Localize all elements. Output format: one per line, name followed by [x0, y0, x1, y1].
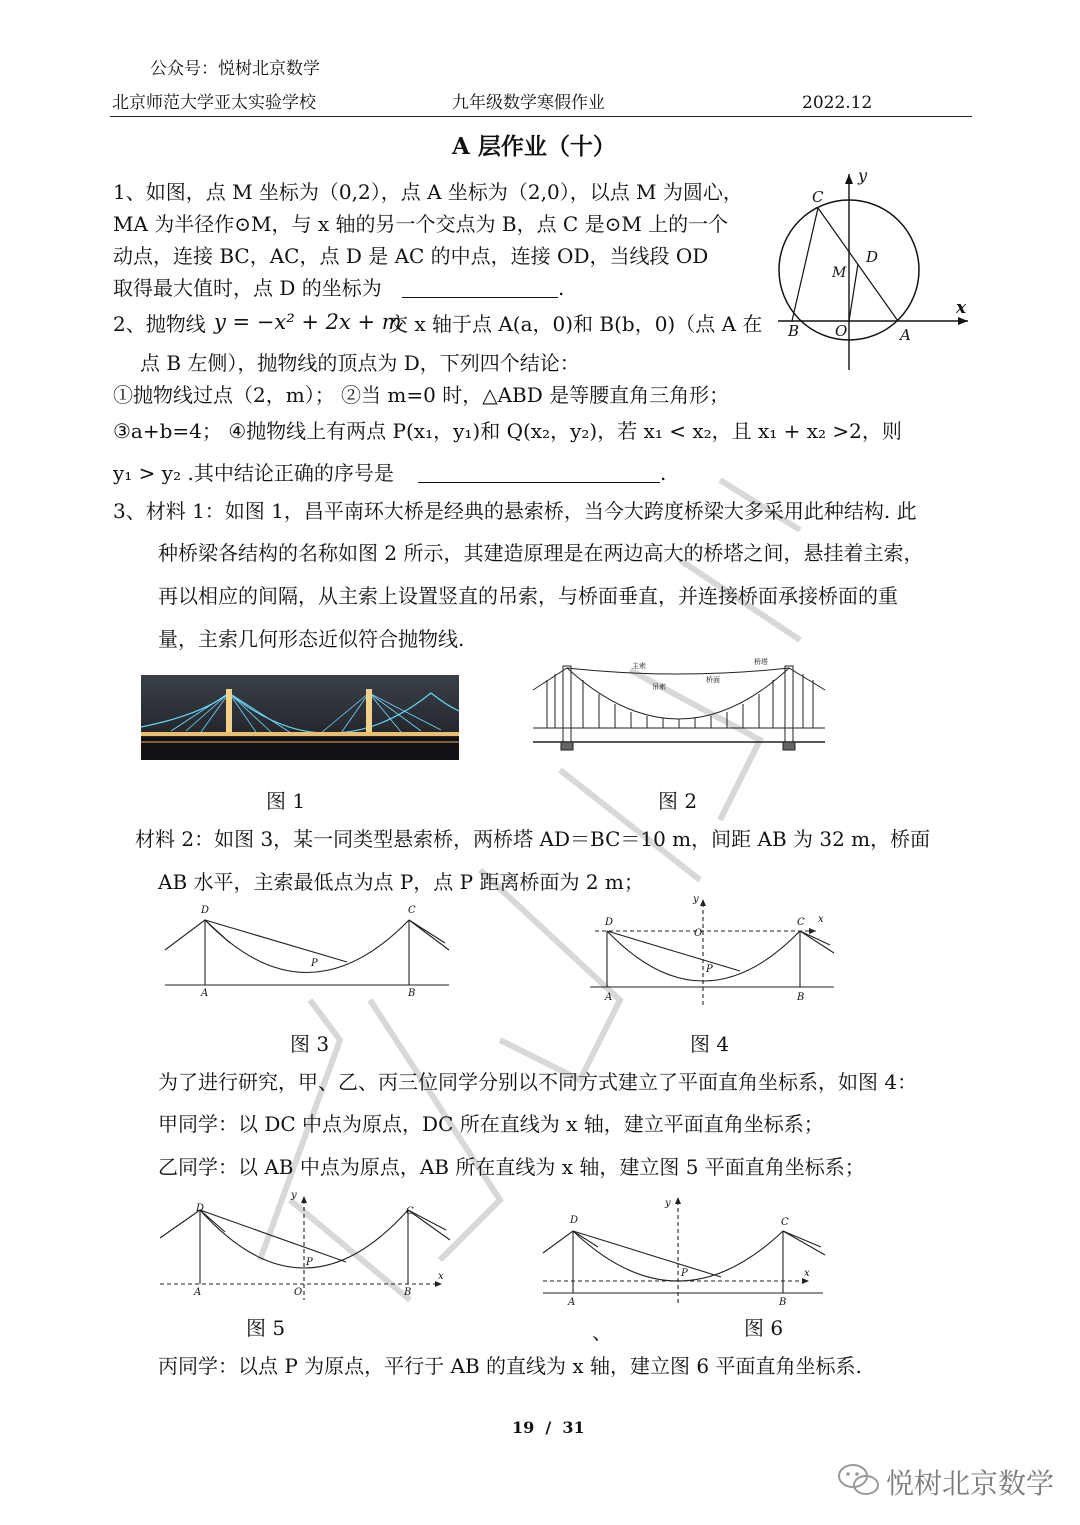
fig5-label-x: x [438, 1271, 444, 1282]
account-name: 公众号：悦树北京数学 [150, 59, 320, 79]
fig5-label-o: O [294, 1287, 303, 1298]
footer-brand: 悦树北京数学 [886, 1467, 1055, 1500]
fig6-label-d: D [570, 1215, 579, 1226]
fig4-label-c: C [797, 917, 805, 928]
q1-label-c: C [812, 188, 824, 206]
q2-equation: y = −x² + 2x + m [214, 310, 402, 334]
fig5-label-p: P [306, 1257, 313, 1268]
research-line-2: 甲同学：以 DC 中点为原点，DC 所在直线为 x 轴，建立平面直角坐标系； [158, 1112, 824, 1136]
fig3-label-d: D [201, 905, 210, 916]
fig2-label-deck: 桥面 [706, 676, 720, 684]
q1-label-x: x [956, 298, 967, 318]
fig2-label-hanger: 吊索 [652, 683, 666, 691]
school-name: 北京师范大学亚太实验学校 [112, 93, 316, 113]
fig4-label-d: D [605, 917, 614, 928]
bing-line: 丙同学：以点 P 为原点，平行于 AB 的直线为 x 轴，建立图 6 平面直角坐标系. [158, 1354, 862, 1378]
fig5-label-a: A [194, 1287, 202, 1298]
fig6-diagram [543, 1195, 833, 1305]
fig6-label-x: x [804, 1268, 810, 1279]
q2-answer-blank [418, 482, 660, 483]
fig6-label-a: A [568, 1297, 576, 1308]
q2-line-2: 点 B 左侧），抛物线的顶点为 D，下列四个结论： [140, 351, 580, 375]
subject-name: 九年级数学寒假作业 [452, 93, 605, 113]
q1-label-b: B [788, 322, 800, 340]
fig3-label-a: A [201, 988, 209, 999]
fig2-label-main-cable: 主索 [632, 662, 646, 670]
q1-label-d: D [866, 248, 879, 266]
fig6-label-y: y [665, 1198, 671, 1209]
fig5-label-b: B [404, 1287, 412, 1298]
fig2-label-tower: 桥塔 [754, 658, 768, 666]
fig4-caption: 图 4 [690, 1032, 730, 1056]
fig4-label-a: A [605, 992, 613, 1003]
fig6-caption: 图 6 [744, 1316, 784, 1340]
page-number: 19 / 31 [512, 1418, 585, 1437]
fig4-label-o: O [694, 928, 703, 939]
fig4-label-x: x [818, 914, 824, 925]
q2-line-5: y₁ > y₂ .其中结论正确的序号是 [113, 461, 394, 485]
q1-label-m: M [832, 265, 847, 281]
q1-line-1: 1、如图，点 M 坐标为（0,2），点 A 坐标为（2,0），以点 M 为圆心， [113, 180, 743, 204]
q1-line-4: 取得最大值时，点 D 的坐标为 [113, 276, 382, 300]
q1-line-2: MA 为半径作⊙M，与 x 轴的另一个交点为 B，点 C 是⊙M 上的一个 [113, 212, 729, 236]
fig6-label-c: C [781, 1217, 789, 1228]
q1-label-o: O [835, 322, 848, 340]
fig3-label-c: C [408, 905, 416, 916]
q1-label-y: y [858, 166, 868, 185]
header-rule [110, 116, 972, 117]
q2-line-1b: 交 x 轴于点 A(a，0)和 B(b，0)（点 A 在 [388, 312, 763, 336]
q3-line-4: 量，主索几何形态近似符合抛物线. [158, 627, 465, 651]
fig1-caption: 图 1 [266, 789, 306, 813]
fig3-label-b: B [408, 988, 416, 999]
fig5-label-c: C [406, 1206, 414, 1217]
fig4-label-y: y [693, 894, 699, 905]
bridge-structure-figure [533, 660, 825, 754]
q1-line-3: 动点，连接 BC，AC，点 D 是 AC 的中点，连接 OD，当线段 OD [113, 244, 709, 268]
bridge-photo [141, 675, 459, 760]
q2-end: . [660, 461, 667, 485]
q2-line-4: ③a+b=4； ④抛物线上有两点 P(x₁，y₁)和 Q(x₂，y₂)，若 x₁ < x₂，且 x₁ + x₂ >2，则 [113, 419, 902, 443]
wechat-icon [836, 1460, 882, 1500]
fig6-label-b: B [779, 1297, 787, 1308]
fig4-label-p: P [706, 964, 713, 975]
fig3-caption: 图 3 [290, 1032, 330, 1056]
q3-line-3: 再以相应的间隔，从主索上设置竖直的吊索，与桥面垂直，并连接桥面承接桥面的重 [158, 584, 898, 608]
material2-line-2: AB 水平，主索最低点为点 P，点 P 距离桥面为 2 m； [158, 870, 644, 894]
header-date: 2022.12 [802, 93, 873, 113]
fig3-label-p: P [311, 958, 318, 969]
fig2-caption: 图 2 [658, 789, 698, 813]
q3-line-2: 种桥梁各结构的名称如图 2 所示，其建造原理是在两边高大的桥塔之间，悬挂着主索， [158, 541, 924, 565]
q1-label-a: A [900, 326, 911, 344]
research-line-3: 乙同学：以 AB 中点为原点，AB 所在直线为 x 轴，建立图 5 平面直角坐标系； [158, 1155, 865, 1179]
fig-separator: 、 [592, 1320, 612, 1344]
fig6-label-p: P [681, 1268, 688, 1279]
material2-line-1: 材料 2：如图 3，某一同类型悬索桥，两桥塔 AD＝BC＝10 m，间距 AB 为 32 m，桥面 [135, 827, 931, 851]
fig4-label-b: B [797, 992, 805, 1003]
q3-line-1: 3、材料 1：如图 1，昌平南环大桥是经典的悬索桥，当今大跨度桥梁大多采用此种结构. 此 [113, 499, 917, 523]
q1-end: . [558, 276, 565, 300]
page-title: A 层作业（十） [452, 133, 616, 160]
fig5-label-y: y [291, 1190, 297, 1201]
q2-line-3: ①抛物线过点（2，m）； ②当 m=0 时，△ABD 是等腰直角三角形； [113, 383, 730, 407]
q2-line-1a: 2、抛物线 [113, 312, 206, 336]
q1-circle-figure [770, 160, 980, 375]
research-line-1: 为了进行研究，甲、乙、丙三位同学分别以不同方式建立了平面直角坐标系，如图 4： [158, 1070, 918, 1094]
fig5-caption: 图 5 [246, 1316, 286, 1340]
fig5-label-d: D [196, 1203, 205, 1214]
q1-answer-blank [402, 297, 558, 298]
